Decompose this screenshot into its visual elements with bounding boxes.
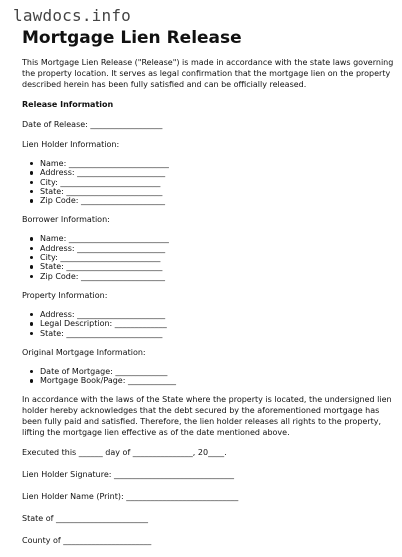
borrower-city-field: City: _________________________ bbox=[40, 253, 394, 262]
borrower-state-field: State: ________________________ bbox=[40, 262, 394, 271]
lien-holder-fields bbox=[22, 159, 394, 205]
property-legal-description-field: Legal Description: _____________ bbox=[40, 319, 394, 328]
document-body bbox=[22, 57, 394, 557]
property-address-field: Address: ______________________ bbox=[40, 310, 394, 319]
borrower-label: Borrower Information: bbox=[22, 215, 110, 225]
intro-paragraph: This Mortgage Lien Release ("Release") is made in accordance with the state laws governing the property location. It serves as legal confirmation that the mortgage lien on the property described herein has been fully satisfied and can be officially released. bbox=[22, 58, 394, 89]
property-fields bbox=[22, 310, 394, 338]
lien-holder-label: Lien Holder Information: bbox=[22, 140, 120, 149]
date-of-release-field: Date of Release: __________________ bbox=[22, 120, 163, 129]
document-title: Mortgage Lien Release bbox=[22, 28, 242, 48]
lien-holder-address-field: Address: ______________________ bbox=[40, 168, 394, 177]
release-info-heading: Release Information bbox=[22, 100, 114, 109]
lien-holder-print-name-line: Lien Holder Name (Print): ____________________________ bbox=[22, 492, 239, 502]
borrower-fields bbox=[22, 234, 394, 280]
state-of-line: State of _______________________ bbox=[22, 514, 148, 524]
borrower-address-field: Address: ______________________ bbox=[40, 244, 394, 253]
site-brand: lawdocs.info bbox=[13, 6, 131, 25]
property-state-field: State: ________________________ bbox=[40, 329, 394, 338]
lien-holder-zip-field: Zip Code: _____________________ bbox=[40, 196, 394, 205]
lien-holder-name-field: Name: _________________________ bbox=[40, 159, 394, 168]
borrower-name-field: Name: _________________________ bbox=[40, 234, 394, 243]
mortgage-date-field: Date of Mortgage: _____________ bbox=[40, 367, 394, 376]
executed-line: Executed this ______ day of _______________, 20____. bbox=[22, 448, 227, 458]
borrower-zip-field: Zip Code: _____________________ bbox=[40, 272, 394, 281]
lien-holder-signature-line: Lien Holder Signature: ______________________________ bbox=[22, 470, 235, 480]
lien-holder-state-field: State: ________________________ bbox=[40, 187, 394, 196]
county-of-line: County of ______________________ bbox=[22, 536, 152, 546]
lien-holder-city-field: City: _________________________ bbox=[40, 178, 394, 187]
closing-paragraph: In accordance with the laws of the State where the property is located, the undersigned lien holder hereby acknowledges that the debt secured by the aforementioned mortgage has been fully paid and satisfied. Therefore, the lien holder releases all rights to the property, lifting the mortgage lien effective as of the date mentioned above. bbox=[22, 395, 392, 438]
original-mortgage-fields bbox=[22, 367, 394, 386]
property-label: Property Information: bbox=[22, 290, 108, 300]
original-mortgage-label: Original Mortgage Information: bbox=[22, 347, 146, 357]
mortgage-book-page-field: Mortgage Book/Page: ____________ bbox=[40, 376, 394, 385]
